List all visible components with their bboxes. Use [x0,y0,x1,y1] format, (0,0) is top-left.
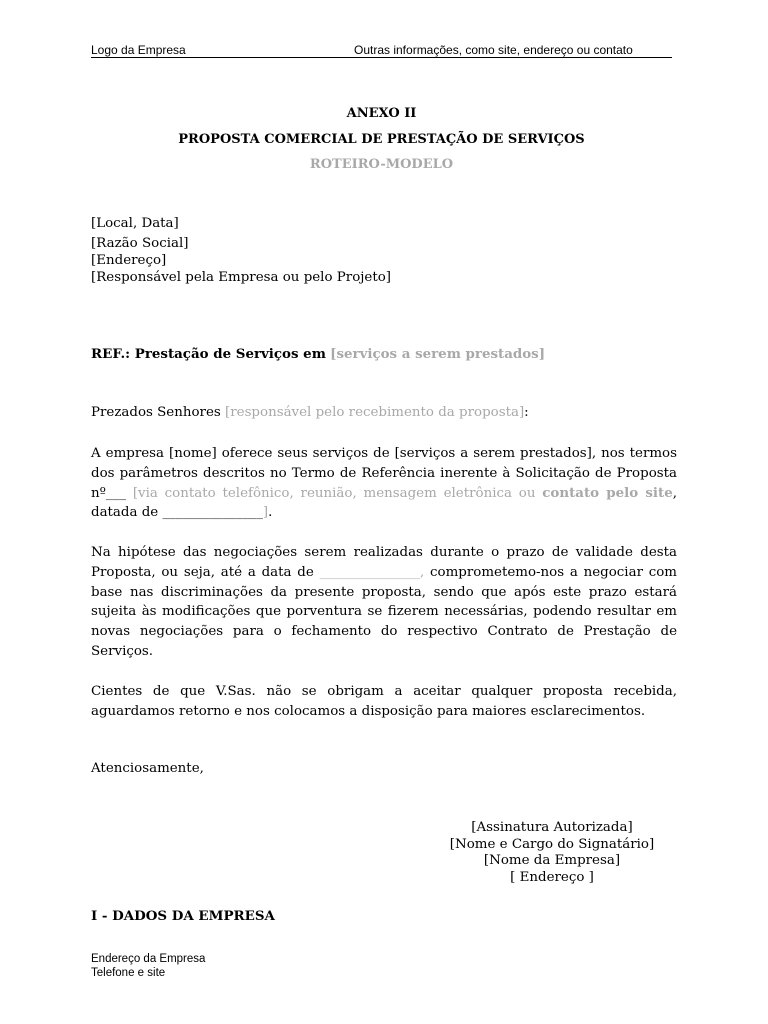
header-info-text: Outras informações, como site, endereço ou contato [354,43,633,57]
greeting-text: Prezados Senhores [91,405,221,420]
paragraph-validity-rest: comprometemo-nos a negociar com base nas discriminações da presente proposta, sendo que após este prazo estará sujeita às modificações que porventura se fizerem necessárias, podendo resultar em novas negociações para o fechamento do respectivo Contrato de Prestação de Serviços. [91,564,677,659]
signature-authorized: [Assinatura Autorizada] [471,820,633,835]
address-responsible: [Responsável pela Empresa ou pelo Projeto] [91,270,392,285]
address-local-date: [Local, Data] [91,216,179,231]
paragraph-validity-blank: _______________, [319,564,425,580]
greeting-line [91,405,529,420]
paragraph-offer-date: , datada de _______________ [91,485,677,521]
reference-line [91,346,545,362]
paragraph-closing: Cientes de que V.Sas. não se obrigam a aceitar qualquer proposta recebida, aguardamos retorno e nos colocamos a disposição para maiores esclarecimentos. [91,684,677,719]
address-company-name: [Razão Social] [91,236,189,251]
reference-label: REF.: Prestação de Serviços em [91,346,326,362]
greeting-suffix: : [524,405,529,420]
paragraph-offer-placeholder-end: ] [262,505,269,521]
document-title: PROPOSTA COMERCIAL DE PRESTAÇÃO DE SERVIÇOS [178,132,585,147]
header-divider [91,57,672,58]
address-address: [Endereço] [91,253,167,268]
header-logo-text: Logo da Empresa [91,43,186,57]
paragraph-offer-placeholder-bold: contato pelo site [542,484,673,501]
signature-block [440,820,664,886]
signature-name-role: [Nome e Cargo do Signatário] [449,836,655,852]
footer [91,953,205,980]
closing-text: Atenciosamente, [91,761,204,776]
document-subtitle: ROTEIRO-MODELO [309,157,454,172]
signature-company: [Nome da Empresa] [483,853,621,869]
paragraph-validity-text: Na hipótese das negociações serem realizadas durante o prazo de validade desta Proposta, ou seja, até a data de [91,545,677,580]
paragraph-offer-placeholder: [via contato telefônico, reunião, mensagem eletrônica ou [132,485,536,501]
footer-phone-site: Telefone e site [91,966,166,979]
paragraph-offer [91,444,677,523]
paragraph-offer-text: A empresa [nome] oferece seus serviços de [serviços a serem prestados], nos termos dos parâmetros descritos no Termo de Referência inerente à Solicitação de Proposta nº___ [91,446,677,501]
greeting-placeholder: [responsável pelo recebimento da proposta] [225,405,525,420]
annex-title: ANEXO II [346,106,417,121]
footer-company-address: Endereço da Empresa [91,953,206,965]
section-title: I - DADOS DA EMPRESA [91,908,275,924]
paragraph-offer-end: . [268,505,273,521]
paragraph-validity [91,543,677,662]
reference-placeholder: [serviços a serem prestados] [330,346,546,362]
signature-address: [ Endereço ] [510,869,594,885]
